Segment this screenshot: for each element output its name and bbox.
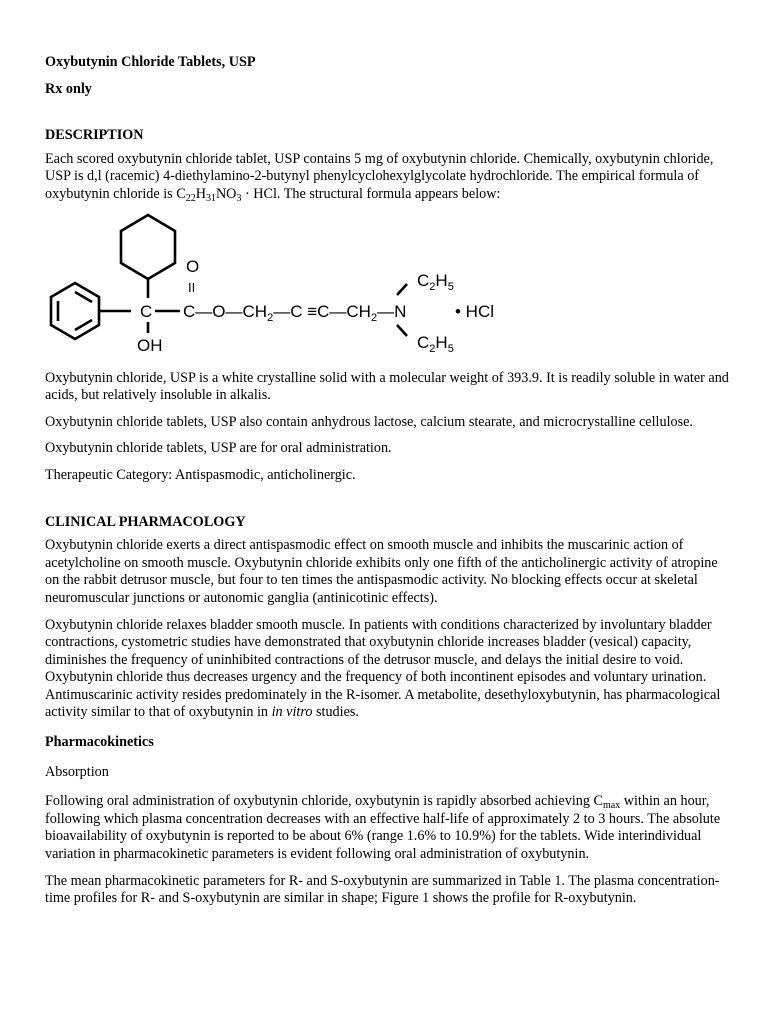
central-carbon-label: C: [140, 301, 153, 321]
structural-formula-diagram: [45, 210, 565, 370]
ethyl-group-top: $C_2H_5$: [417, 270, 454, 293]
rx-only-label: Rx only: [45, 80, 92, 97]
clinical-paragraph-2: Oxybutynin chloride relaxes bladder smooth muscle. In patients with conditions characterized by involuntary bladder contractions, cystometric studies have demonstrated that oxybutynin chloride increases bladder (vesical) capacity, diminishes the frequency of uninhibited contractions of the detrusor muscle, and delays the initial desire to void. Oxybutynin chloride thus decreases urgency and the frequency of both incontinent episodes and voluntary urination. Antimuscarinic activity resides predominately in the R-isomer. A metabolite, desethyloxybutynin, has pharmacological activity similar to that of oxybutynin in in vitro studies.: [45, 616, 721, 721]
hydroxyl-label: OH: [137, 335, 163, 355]
document-title: Oxybutynin Chloride Tablets, USP: [45, 54, 256, 70]
double-bond-mark: II: [188, 279, 196, 295]
description-paragraph-1: Each scored oxybutynin chloride tablet, USP contains 5 mg of oxybutynin chloride. Chemically, oxybutynin chloride, USP is d,l (racemic) 4-diethylamino-2-butynyl phenylcyclohexylglycolate hydrochloride. The empirical formula of oxybutynin chloride is $C_{22}H_{31}NO_3$ · HCl. The structural formula appears below:: [45, 150, 714, 204]
description-paragraph-2: Oxybutynin chloride, USP is a white crystalline solid with a molecular weight of 393.9. It is readily soluble in water and acids, but relatively insoluble in alkalis.: [45, 369, 729, 404]
description-paragraph-3: Oxybutynin chloride tablets, USP also contain anhydrous lactose, calcium stearate, and microcrystalline cellulose.: [45, 413, 693, 430]
carbonyl-oxygen-label: O: [186, 256, 200, 276]
absorption-paragraph-1: Following oral administration of oxybutynin chloride, oxybutynin is rapidly absorbed achieving $C_{max}$ within an hour, following which plasma concentration decreases with an effective half-life of approximately 2 to 3 hours. The absolute bioavailability of oxybutynin is reported to be about 6% (range 1.6% to 10.9%) for the tablets. Wide interindividual variation in pharmacokinetic parameters is evident following oral administration of oxybutynin.: [45, 793, 721, 863]
clinical-pharmacology-heading: CLINICAL PHARMACOLOGY: [45, 513, 246, 530]
hydrochloride-label: • HCl: [455, 301, 495, 321]
clinical-paragraph-1: Oxybutynin chloride exerts a direct antispasmodic effect on smooth muscle and inhibits the muscarinic action of acetylcholine on smooth muscle. Oxybutynin chloride exhibits only one fifth of the anticholinergic activity of atropine on the rabbit detrusor muscle, but four to ten times the antispasmodic activity. No blocking effects occur at skeletal neuromuscular junctions or autonomic ganglia (antinicotinic effects).: [45, 537, 718, 606]
ester-chain-label: $C—O—CH_2—C$ $\equiv C—CH_2—N$: [183, 301, 407, 324]
cyclohexane-ring: [121, 215, 175, 279]
pharmacokinetics-heading: Pharmacokinetics: [45, 734, 154, 751]
ethyl-group-bottom: $C_2H_5$: [417, 332, 454, 355]
description-paragraph-4: Oxybutynin chloride tablets, USP are for oral administration.: [45, 440, 392, 457]
absorption-heading: Absorption: [45, 763, 109, 780]
structural-formula: [45, 210, 735, 370]
description-paragraph-5: Therapeutic Category: Antispasmodic, anticholinergic.: [45, 466, 356, 483]
description-heading: DESCRIPTION: [45, 127, 144, 144]
document-page: [45, 54, 735, 908]
absorption-paragraph-2: The mean pharmacokinetic parameters for R- and S-oxybutynin are summarized in Table 1. The plasma concentration-time profiles for R- and S-oxybutynin are similar in shape; Figure 1 shows the profile for R-oxybutynin.: [45, 872, 720, 907]
